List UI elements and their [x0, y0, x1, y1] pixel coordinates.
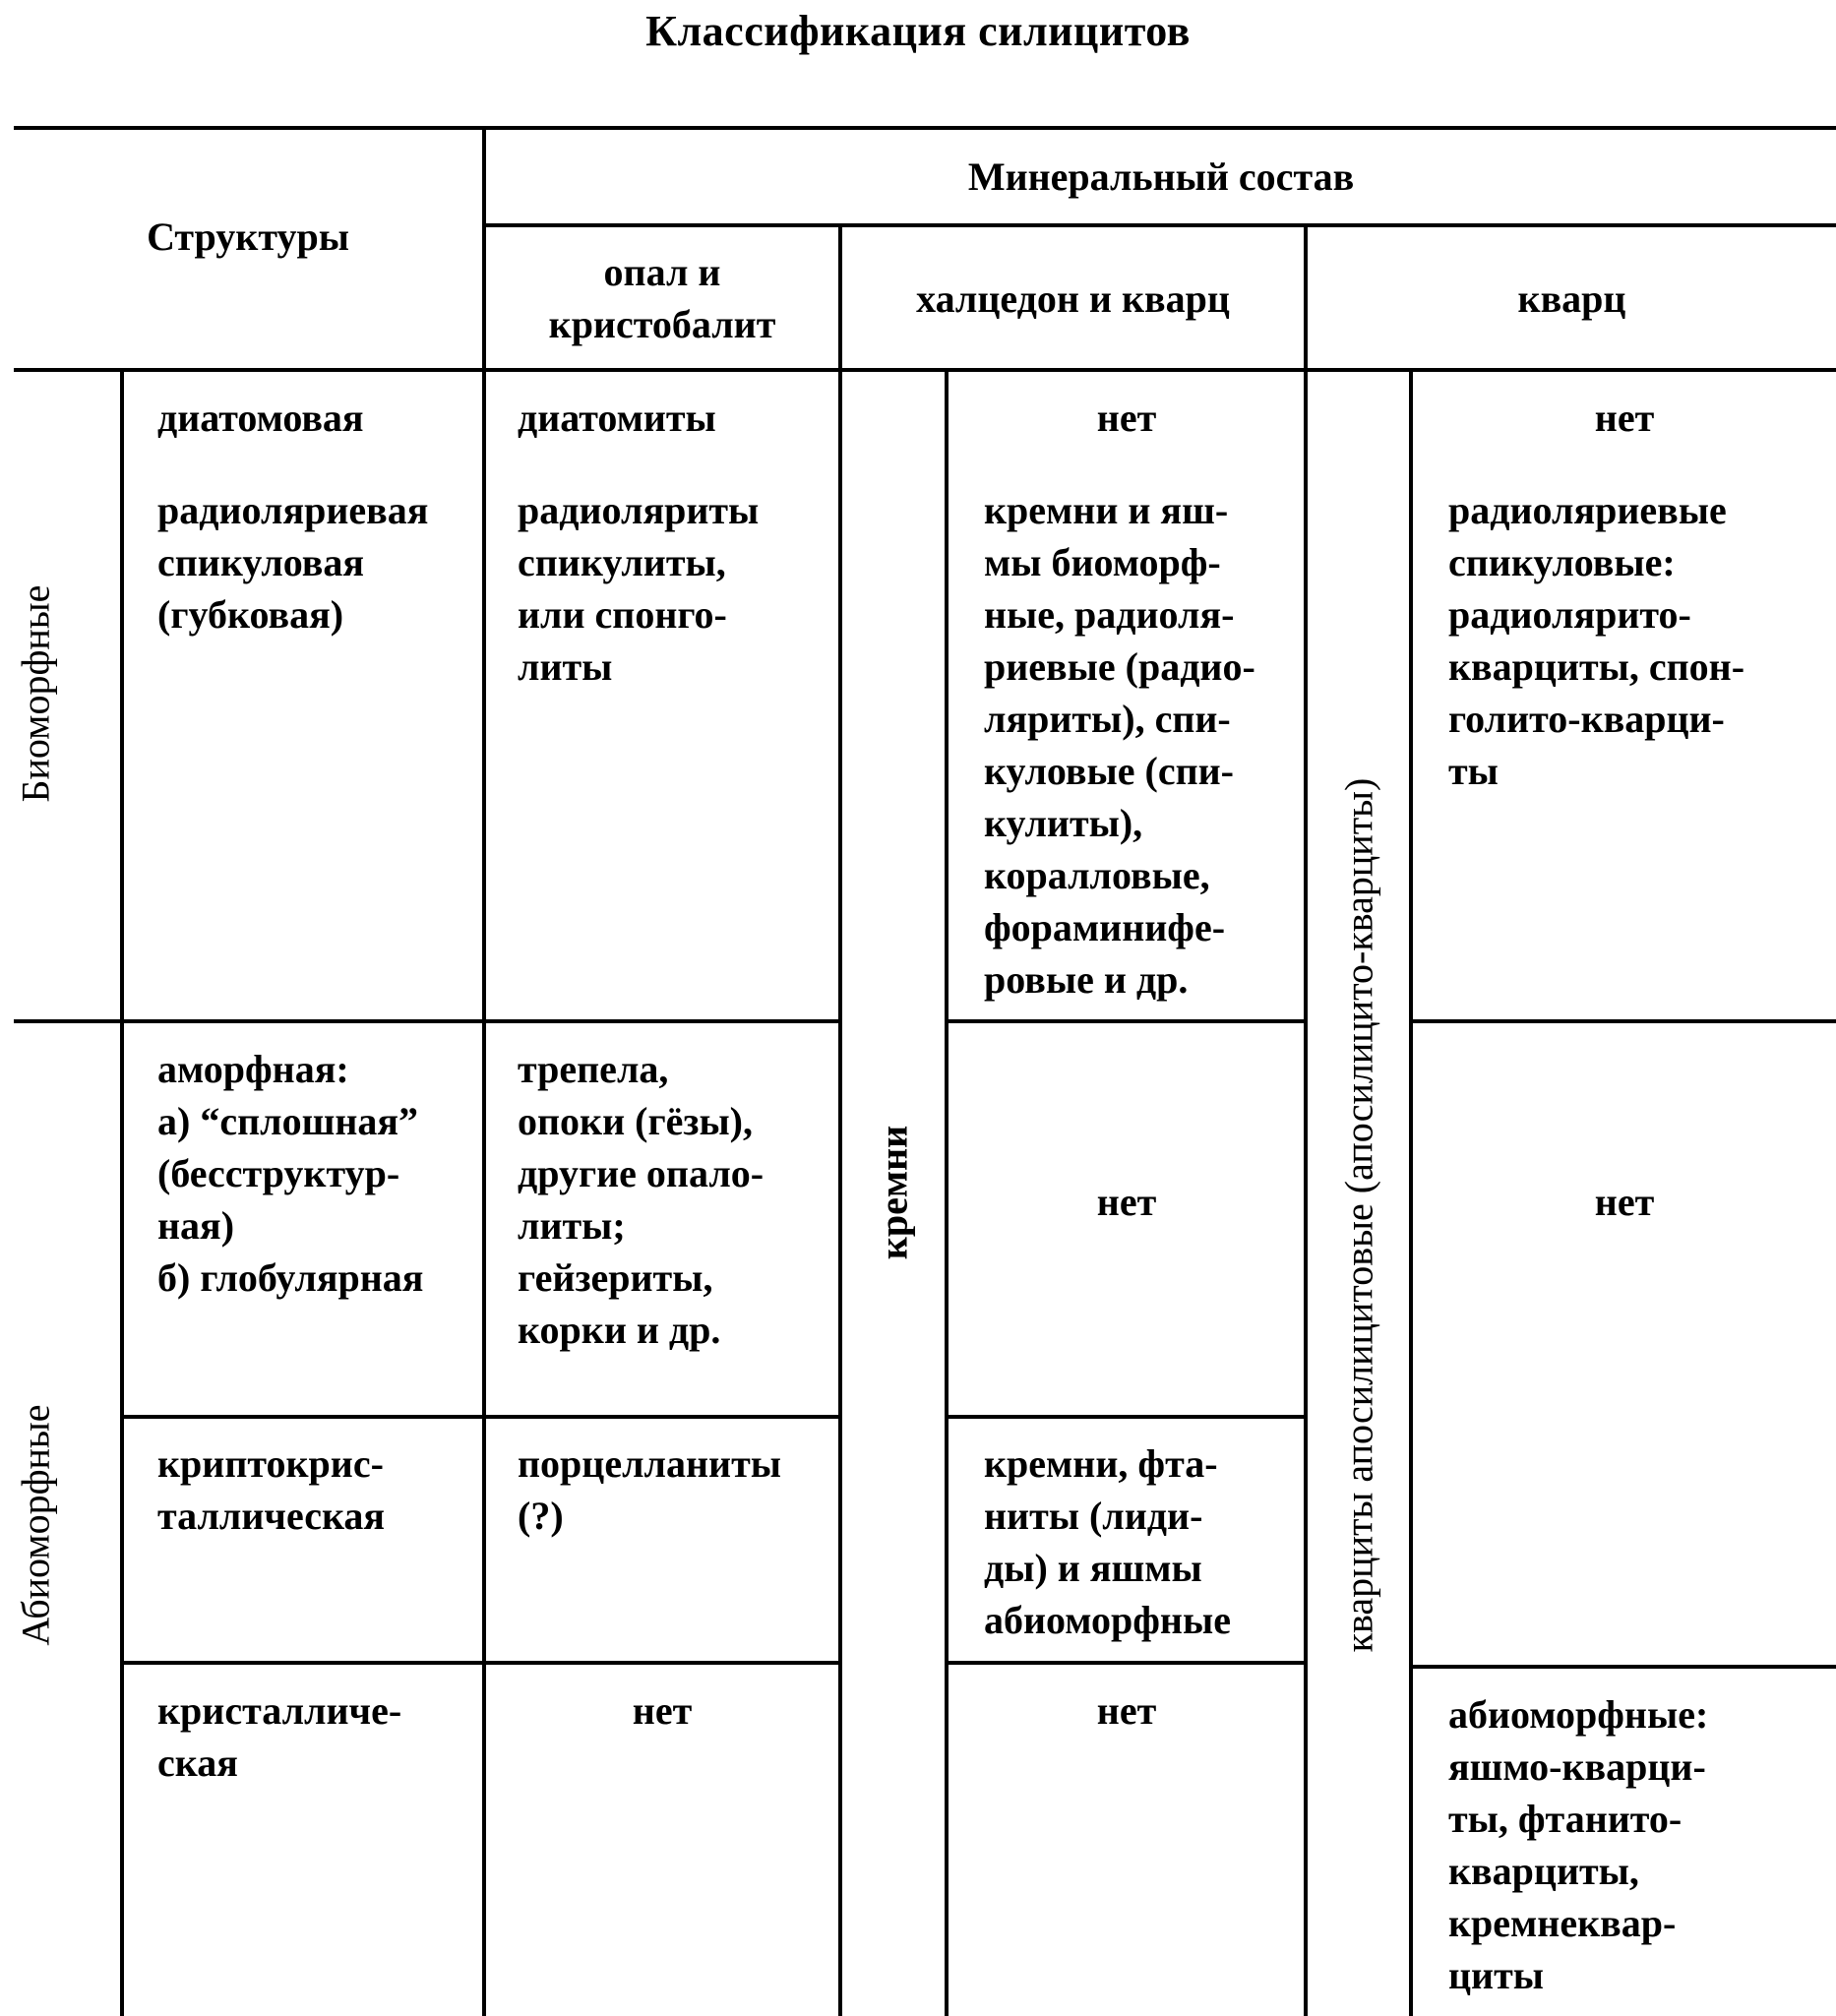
header-mineral-composition: Минеральный состав: [967, 154, 1355, 199]
row1-opal-diatomites: диатомиты: [518, 396, 716, 440]
header-bottom-rule-left: [14, 368, 1836, 372]
col-divider-quartz: [1304, 223, 1308, 2016]
row1-opal-radiolarites: радиоляриты спикулиты, или спонго- литы: [518, 488, 760, 689]
row2-opal: трепела, опоки (гёзы), другие опало- литы; гейзериты, корки и др.: [518, 1047, 765, 1352]
header-mineral-rule: [485, 223, 1836, 227]
header-col-chalcedony: халцедон и кварц: [916, 276, 1230, 321]
row2-quartz: нет: [1594, 1180, 1655, 1224]
row1-bottom-rule-left: [14, 1019, 839, 1023]
row1-structure-radiolarian: радиоляриевая спикуловая (губковая): [157, 488, 429, 637]
header-col-quartz: кварц: [1517, 276, 1626, 321]
group-abiomorphic: Абиоморфные: [13, 1404, 58, 1646]
table-top-rule: [14, 126, 1836, 130]
row3-chalcedony: кремни, фта- ниты (лиди- ды) и яшмы абиоморфные: [984, 1441, 1231, 1642]
row1-quartz-none: нет: [1594, 396, 1655, 440]
row1-chalcedony-none: нет: [1096, 396, 1157, 440]
row1-structure-diatom: диатомовая: [157, 396, 364, 440]
header-col-opal: опал и кристобалит: [548, 250, 776, 346]
row4-chalcedony: нет: [1096, 1688, 1157, 1733]
row2-structure: аморфная: а) “сплошная” (бесструктур- ная) б) глобулярная: [157, 1047, 424, 1300]
spanning-kremni: кремни: [871, 1125, 916, 1260]
row1-bottom-rule-chalcedony: [948, 1019, 1305, 1023]
row3-bottom-rule-quartz: [1412, 1665, 1836, 1669]
row2-bottom-rule-chalcedony: [948, 1415, 1305, 1419]
row3-structure: криптокрис- таллическая: [157, 1441, 386, 1538]
row4-structure: кристалличе- ская: [157, 1688, 402, 1785]
group-biomorphic: Биоморфные: [13, 584, 58, 803]
row3-bottom-rule-chalcedony: [948, 1661, 1305, 1665]
col-divider-opal: [838, 223, 842, 2016]
row4-quartz: абиоморфные: яшмо-кварци- ты, фтанито- кварциты, кремнеквар- циты: [1448, 1692, 1709, 1997]
row4-opal: нет: [632, 1688, 693, 1733]
group-divider: [120, 368, 124, 2016]
row1-chalcedony-cherts: кремни и яш- мы биоморф- ные, радиоля- риевые (радио- ляриты), спи- куловые (спи- кулиты), коралловые, фораминифе- ровые и др.: [984, 488, 1255, 1002]
row2-chalcedony: нет: [1096, 1180, 1157, 1224]
row1-quartz-radiolarian: радиоляриевые спикуловые: радиолярито- кварциты, спон- голито-кварци- ты: [1448, 488, 1745, 793]
row1-bottom-rule-quartz: [1412, 1019, 1836, 1023]
header-structures: Структуры: [147, 214, 349, 259]
page-title: Классификация силицитов: [645, 7, 1191, 55]
spanning-kvarcity: кварциты апосилицитовые (апосилицито-кварциты): [1336, 777, 1381, 1653]
row3-opal: порцелланиты (?): [518, 1441, 781, 1538]
